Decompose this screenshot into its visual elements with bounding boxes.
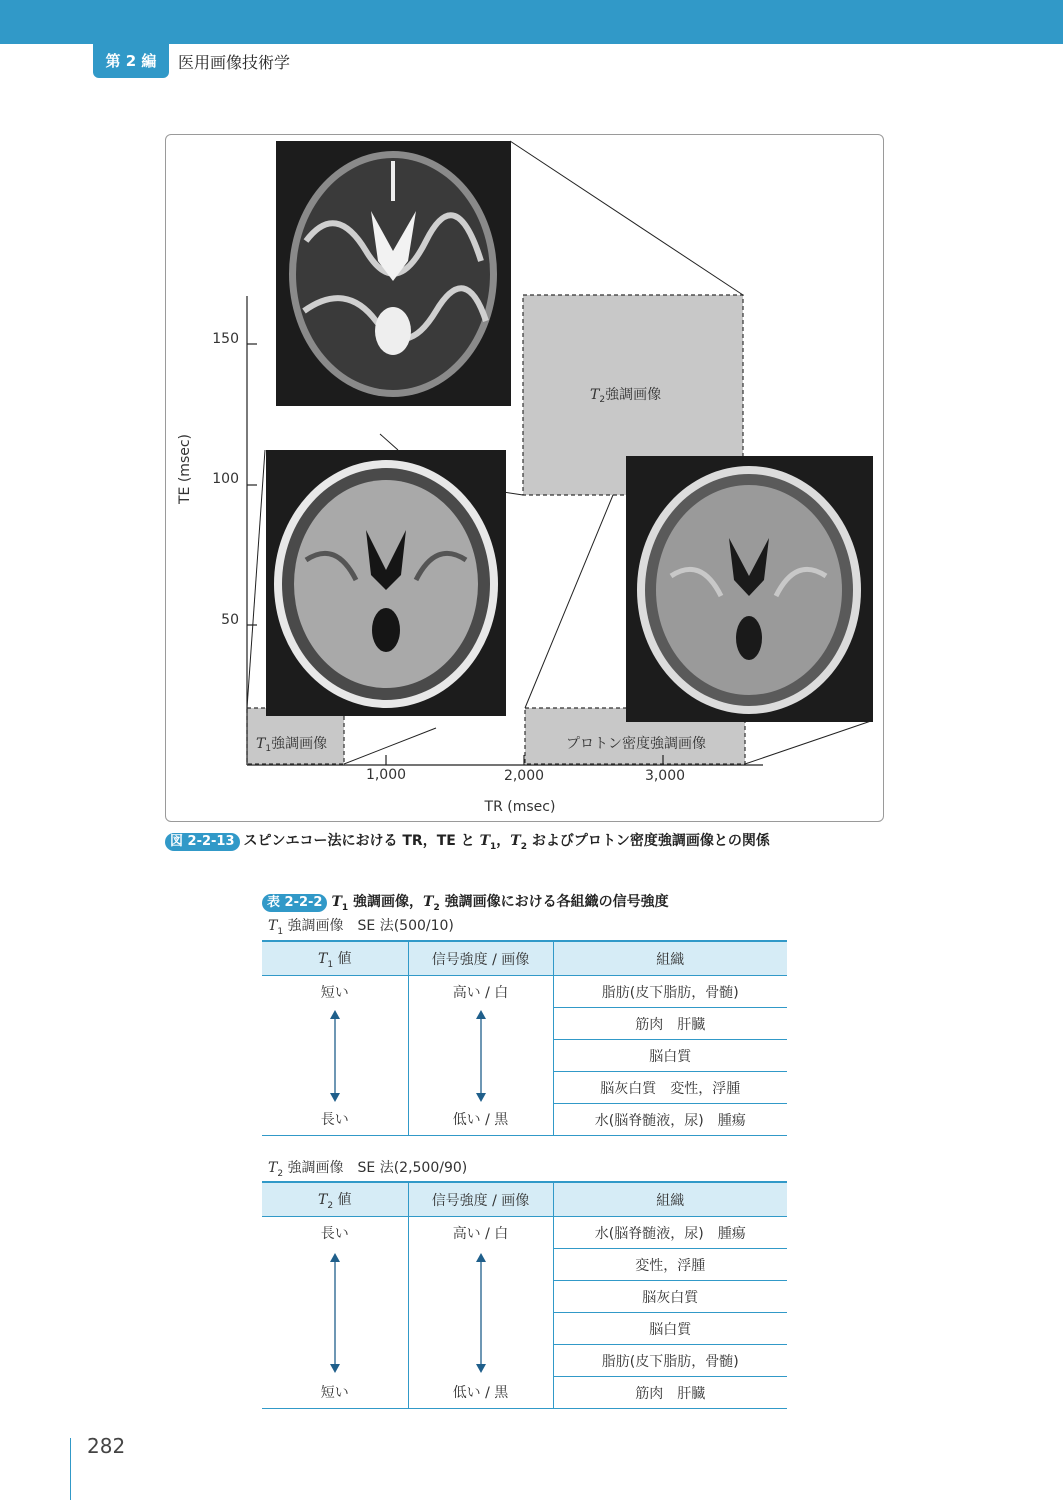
- y-axis-label: TE (msec): [177, 433, 193, 505]
- table-label: 表 2-2-2: [262, 894, 327, 912]
- t1-mri-image: [266, 450, 506, 716]
- chapter-title: 医用画像技術学: [178, 53, 291, 72]
- col-header-signal: 信号強度 / 画像: [408, 941, 553, 976]
- double-arrow-icon: [262, 1249, 408, 1377]
- tissue-cell: 脳白質: [553, 1040, 787, 1072]
- signal-high: 高い / 白: [408, 1217, 553, 1249]
- tissue-cell: 脂肪(皮下脂肪，骨髄): [553, 1345, 787, 1377]
- tissue-cell: 水(脳脊髄液，尿) 腫瘍: [553, 1104, 787, 1136]
- col-header-t2: $T_2$ 値: [262, 1182, 408, 1217]
- tissue-cell: 筋肉 肝臓: [553, 1008, 787, 1040]
- page-number-rule: [70, 1438, 71, 1500]
- page-number: 282: [87, 1434, 126, 1458]
- signal-low: 低い / 黒: [408, 1377, 553, 1409]
- x-tick-label: 1,000: [365, 767, 407, 783]
- t2-long: 長い: [262, 1217, 408, 1249]
- signal-low: 低い / 黒: [408, 1104, 553, 1136]
- col-header-tissue: 組織: [553, 941, 787, 976]
- leader-line: [380, 434, 398, 450]
- tissue-cell: 脳灰白質 変性，浮腫: [553, 1072, 787, 1104]
- double-arrow-icon: [408, 1249, 553, 1377]
- tissue-cell: 変性，浮腫: [553, 1249, 787, 1281]
- tissue-cell: 筋肉 肝臓: [553, 1377, 787, 1409]
- t2-mri-image: [276, 141, 511, 406]
- x-tick-label: 2,000: [503, 768, 545, 784]
- leader-line: [344, 728, 436, 764]
- pd-region-label: プロトン密度強調画像: [566, 736, 706, 752]
- leader-line: [247, 450, 265, 708]
- figure-label: 図 2-2-13: [165, 833, 240, 851]
- t2-region-label: $T_2$強調画像: [590, 387, 662, 405]
- double-arrow-icon: [408, 1008, 553, 1104]
- t2-table-heading: $T_2$ 強調画像 SE 法(2,500/90): [268, 1160, 468, 1179]
- t1-region-label: $T_1$強調画像: [256, 736, 328, 754]
- x-tick-label: 3,000: [644, 768, 686, 784]
- chapter-tab: 第 2 編: [93, 44, 169, 78]
- leader-line: [525, 495, 613, 708]
- tissue-cell: 脂肪(皮下脂肪，骨髄): [553, 976, 787, 1008]
- col-header-signal: 信号強度 / 画像: [408, 1182, 553, 1217]
- leader-line: [745, 721, 871, 764]
- y-tick-label: 50: [221, 612, 239, 628]
- figure-caption: 図 2-2-13 スピンエコー法における TR，TE と $T_1$，$T_2$ およびプロトン密度強調画像との関係: [165, 830, 770, 852]
- leader-line: [510, 141, 743, 295]
- t2-signal-table: [262, 1181, 787, 1409]
- pd-mri-image: [626, 456, 873, 722]
- x-axis-label: TR (msec): [484, 799, 556, 815]
- signal-high: 高い / 白: [408, 976, 553, 1008]
- t1-long: 長い: [262, 1104, 408, 1136]
- col-header-tissue: 組織: [553, 1182, 787, 1217]
- double-arrow-icon: [262, 1008, 408, 1104]
- t2-short: 短い: [262, 1377, 408, 1409]
- t1-table-heading: $T_1$ 強調画像 SE 法(500/10): [268, 918, 454, 937]
- top-color-bar: [0, 0, 1063, 44]
- t1-short: 短い: [262, 976, 408, 1008]
- tissue-cell: 水(脳脊髄液，尿) 腫瘍: [553, 1217, 787, 1249]
- y-tick-label: 100: [212, 471, 239, 487]
- t1-signal-table: [262, 940, 787, 1136]
- tissue-cell: 脳灰白質: [553, 1281, 787, 1313]
- table-title: 表 2-2-2 $T_1$ 強調画像，$T_2$ 強調画像における各組織の信号強度: [262, 891, 669, 913]
- y-tick-label: 150: [212, 331, 239, 347]
- tissue-cell: 脳白質: [553, 1313, 787, 1345]
- col-header-t1: $T_1$ 値: [262, 941, 408, 976]
